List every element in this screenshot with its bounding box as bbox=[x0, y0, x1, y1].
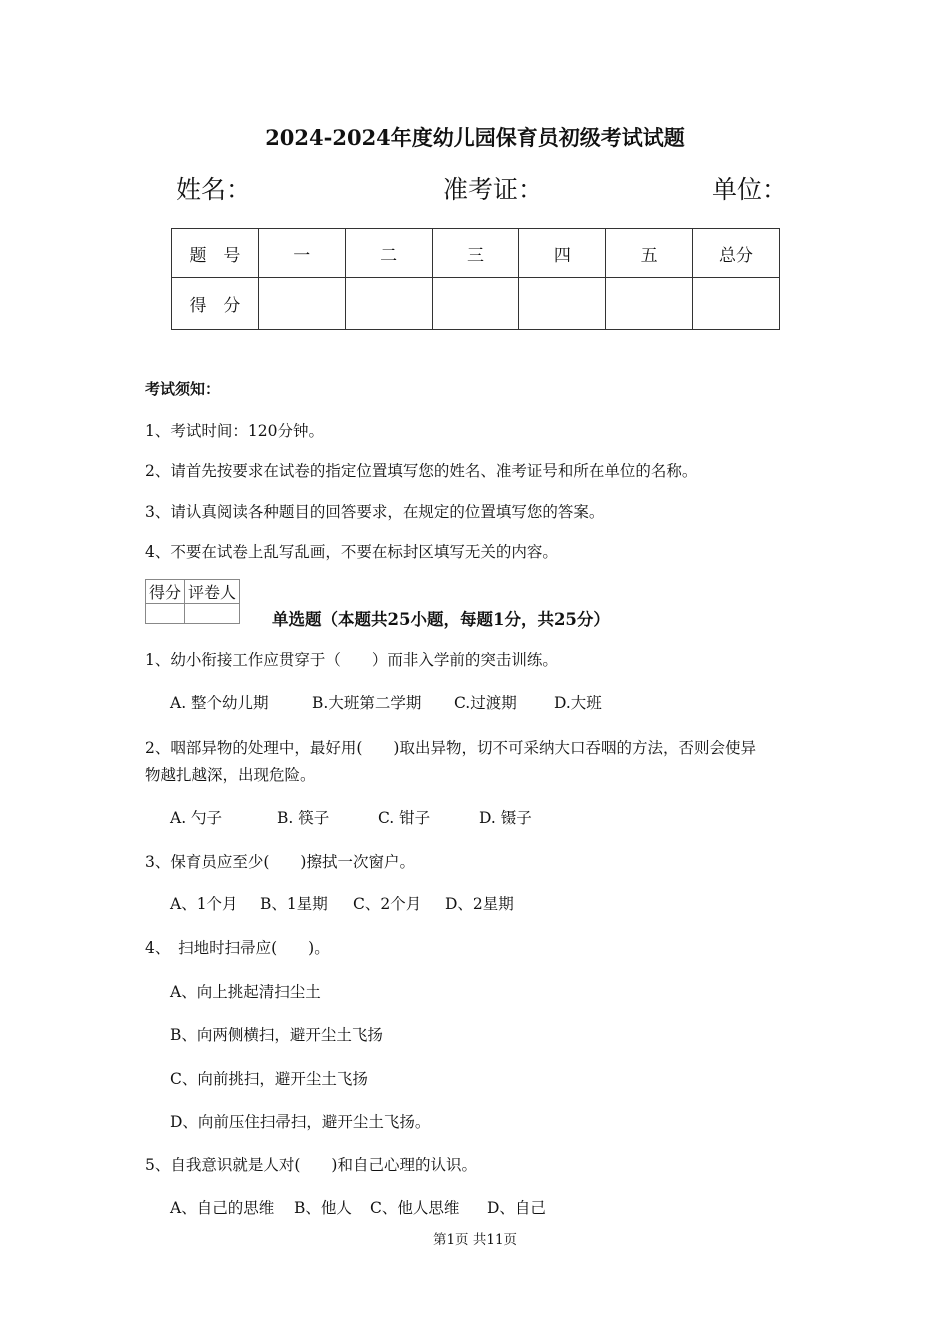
option[interactable]: B、他人 bbox=[294, 1199, 352, 1217]
option[interactable]: D、2星期 bbox=[445, 895, 514, 913]
score-cell[interactable] bbox=[258, 278, 345, 330]
option[interactable]: A、1个月 bbox=[170, 895, 238, 913]
section-title: 单选题（本题共25小题，每题1分，共25分） bbox=[272, 610, 610, 629]
option[interactable]: B.大班第二学期 bbox=[312, 694, 422, 712]
question-stem: 2、咽部异物的处理中，最好用( )取出异物，切不可采纳大口吞咽的方法，否则会使异 bbox=[145, 739, 756, 757]
grader-box bbox=[145, 579, 240, 624]
name-label: 姓名： bbox=[176, 175, 252, 204]
option[interactable]: A、向上挑起清扫尘土 bbox=[170, 983, 321, 1001]
option[interactable]: B、1星期 bbox=[260, 895, 328, 913]
score-header-cell: 五 bbox=[606, 229, 693, 278]
option[interactable]: C. 钳子 bbox=[378, 809, 431, 827]
score-header-cell: 四 bbox=[519, 229, 606, 278]
score-cell[interactable] bbox=[693, 278, 780, 330]
notice-item: 4、不要在试卷上乱写乱画，不要在标封区填写无关的内容。 bbox=[145, 543, 558, 561]
score-cell[interactable] bbox=[519, 278, 606, 330]
question-stem: 3、保育员应至少( )擦拭一次窗户。 bbox=[145, 853, 415, 871]
option[interactable]: A. 勺子 bbox=[170, 809, 223, 827]
option[interactable]: A. 整个幼儿期 bbox=[170, 694, 269, 712]
option[interactable]: C.过渡期 bbox=[454, 694, 517, 712]
question-stem: 4、 扫地时扫帚应( )。 bbox=[145, 939, 330, 957]
score-header-cell: 总分 bbox=[693, 229, 780, 278]
grader-reviewer-cell[interactable] bbox=[185, 604, 240, 624]
notice-item: 2、请首先按要求在试卷的指定位置填写您的姓名、准考证号和所在单位的名称。 bbox=[145, 462, 698, 480]
option[interactable]: D、向前压住扫帚扫，避开尘土飞扬。 bbox=[170, 1113, 431, 1131]
notice-item: 3、请认真阅读各种题目的回答要求，在规定的位置填写您的答案。 bbox=[145, 503, 605, 521]
score-table bbox=[171, 228, 780, 330]
option[interactable]: C、2个月 bbox=[353, 895, 422, 913]
option[interactable]: D.大班 bbox=[554, 694, 602, 712]
score-header-cell: 题 号 bbox=[172, 229, 259, 278]
score-header-cell: 二 bbox=[345, 229, 432, 278]
score-table-score-row bbox=[172, 278, 780, 330]
option[interactable]: A、自己的思维 bbox=[170, 1199, 275, 1217]
option[interactable]: B、向两侧横扫，避开尘土飞扬 bbox=[170, 1026, 383, 1044]
unit-label: 单位： bbox=[712, 175, 788, 204]
score-cell[interactable] bbox=[432, 278, 519, 330]
notice-heading: 考试须知： bbox=[145, 380, 221, 398]
grader-score-label: 得分 bbox=[146, 580, 185, 604]
option[interactable]: C、他人思维 bbox=[370, 1199, 460, 1217]
page-title: 2024-2024年度幼儿园保育员初级考试试题 bbox=[265, 125, 685, 150]
score-header-cell: 三 bbox=[432, 229, 519, 278]
question-stem: 物越扎越深，出现危险。 bbox=[145, 766, 316, 784]
score-row-label: 得 分 bbox=[172, 278, 259, 330]
option[interactable]: D. 镊子 bbox=[479, 809, 532, 827]
score-cell[interactable] bbox=[606, 278, 693, 330]
grader-reviewer-label: 评卷人 bbox=[185, 580, 240, 604]
score-header-cell: 一 bbox=[258, 229, 345, 278]
notice-item: 1、考试时间：120分钟。 bbox=[145, 422, 324, 440]
exam-id-label: 准考证： bbox=[443, 175, 544, 204]
option[interactable]: C、向前挑扫，避开尘土飞扬 bbox=[170, 1070, 368, 1088]
option[interactable]: B. 筷子 bbox=[277, 809, 330, 827]
page-footer: 第1页 共11页 bbox=[432, 1232, 518, 1248]
score-cell[interactable] bbox=[345, 278, 432, 330]
grader-score-cell[interactable] bbox=[146, 604, 185, 624]
option[interactable]: D、自己 bbox=[487, 1199, 546, 1217]
question-stem: 5、自我意识就是人对( )和自己心理的认识。 bbox=[145, 1156, 477, 1174]
score-table-header-row bbox=[172, 229, 780, 278]
question-stem: 1、幼小衔接工作应贯穿于（ ）而非入学前的突击训练。 bbox=[145, 651, 558, 669]
